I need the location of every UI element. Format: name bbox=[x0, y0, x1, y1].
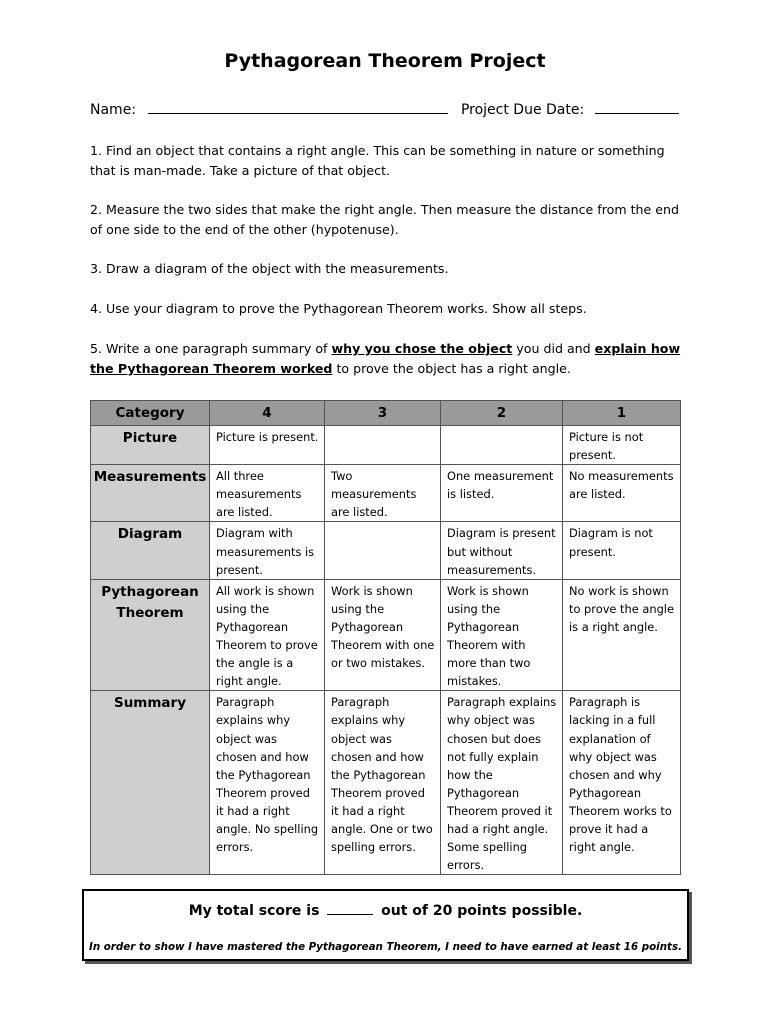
score-text-end: out of 20 points possible. bbox=[381, 903, 583, 919]
rubric-cell: Diagram with measurements is present. bbox=[210, 522, 325, 579]
step-5-text-mid: you did and bbox=[512, 341, 595, 356]
rubric-cell: Paragraph is lacking in a full explanation of why object was chosen and why Pythagorean Theorem works to prove it had a right angle. bbox=[563, 691, 681, 875]
step-5 bbox=[90, 339, 690, 379]
rubric-cell: Two measurements are listed. bbox=[325, 465, 441, 522]
category-cell: Measurements bbox=[91, 465, 210, 522]
score-blank[interactable] bbox=[327, 901, 373, 915]
header-score-3: 3 bbox=[325, 401, 441, 426]
rubric-cell bbox=[325, 426, 441, 465]
due-date-label: Project Due Date: bbox=[460, 102, 585, 118]
header-category: Category bbox=[91, 401, 210, 426]
rubric-cell bbox=[325, 522, 441, 579]
step-2: 2. Measure the two sides that make the right angle. Then measure the distance from the end of one side to the end of the other (hypotenuse). bbox=[90, 202, 679, 237]
rubric-cell: Picture is present. bbox=[210, 426, 325, 465]
rubric-cell: No measurements are listed. bbox=[563, 465, 681, 522]
rubric-cell bbox=[441, 426, 563, 465]
step-5-text: 5. Write a one paragraph summary of bbox=[90, 341, 332, 356]
due-date-blank[interactable] bbox=[595, 99, 679, 114]
score-note: In order to show I have mastered the Pythagorean Theorem, I need to have earned at least 16 points. bbox=[88, 941, 682, 953]
page-title: Pythagorean Theorem Project bbox=[224, 50, 546, 72]
category-cell: Picture bbox=[91, 426, 210, 465]
rubric-row-measurements bbox=[91, 465, 681, 522]
rubric-cell: All three measurements are listed. bbox=[210, 465, 325, 522]
header-score-4: 4 bbox=[210, 401, 325, 426]
name-line bbox=[90, 99, 690, 118]
category-cell: Pythagorean Theorem bbox=[91, 579, 210, 691]
rubric-cell: Diagram is not present. bbox=[563, 522, 681, 579]
category-cell: Diagram bbox=[91, 522, 210, 579]
rubric-cell: Diagram is present but without measurements. bbox=[441, 522, 563, 579]
rubric-row-pythagorean-theorem bbox=[91, 579, 681, 691]
rubric-row-diagram bbox=[91, 522, 681, 579]
step-4: 4. Use your diagram to prove the Pythagorean Theorem works. Show all steps. bbox=[90, 301, 587, 316]
rubric-cell: Paragraph explains why object was chosen and how the Pythagorean Theorem proved it had a right angle. No spelling errors. bbox=[210, 691, 325, 875]
rubric-row-picture bbox=[91, 426, 681, 465]
step-1: 1. Find an object that contains a right angle. This can be something in nature or something that is man-made. Take a picture of that object. bbox=[90, 143, 665, 178]
rubric-cell: No work is shown to prove the angle is a right angle. bbox=[563, 579, 681, 691]
name-blank[interactable] bbox=[148, 99, 448, 114]
rubric-cell: Work is shown using the Pythagorean Theorem with one or two mistakes. bbox=[325, 579, 441, 691]
score-box bbox=[82, 889, 689, 961]
score-statement bbox=[84, 901, 687, 919]
rubric-cell: One measurement is listed. bbox=[441, 465, 563, 522]
rubric-cell: Paragraph explains why object was chosen but does not fully explain how the Pythagorean Theorem proved it had a right angle. Some spelling errors. bbox=[441, 691, 563, 875]
step-5-emphasis-1: why you chose the object bbox=[331, 341, 513, 356]
rubric-cell: All work is shown using the Pythagorean Theorem to prove the angle is a right angle. bbox=[210, 579, 325, 691]
step-5-emphasis-2: explain how the Pythagorean Theorem worked bbox=[90, 341, 681, 376]
rubric-header-row bbox=[91, 401, 681, 426]
header-score-2: 2 bbox=[441, 401, 563, 426]
header-score-1: 1 bbox=[563, 401, 681, 426]
rubric-cell: Picture is not present. bbox=[563, 426, 681, 465]
rubric-cell: Work is shown using the Pythagorean Theorem with more than two mistakes. bbox=[441, 579, 563, 691]
step-5-text-end: to prove the object has a right angle. bbox=[332, 361, 571, 376]
rubric-cell: Paragraph explains why object was chosen and how the Pythagorean Theorem proved it had a right angle. One or two spelling errors. bbox=[325, 691, 441, 875]
score-text: My total score is bbox=[188, 903, 320, 919]
name-label: Name: bbox=[90, 102, 137, 118]
rubric-row-summary bbox=[91, 691, 681, 875]
rubric-table bbox=[90, 400, 681, 875]
step-3: 3. Draw a diagram of the object with the measurements. bbox=[90, 261, 449, 276]
category-cell: Summary bbox=[91, 691, 210, 875]
